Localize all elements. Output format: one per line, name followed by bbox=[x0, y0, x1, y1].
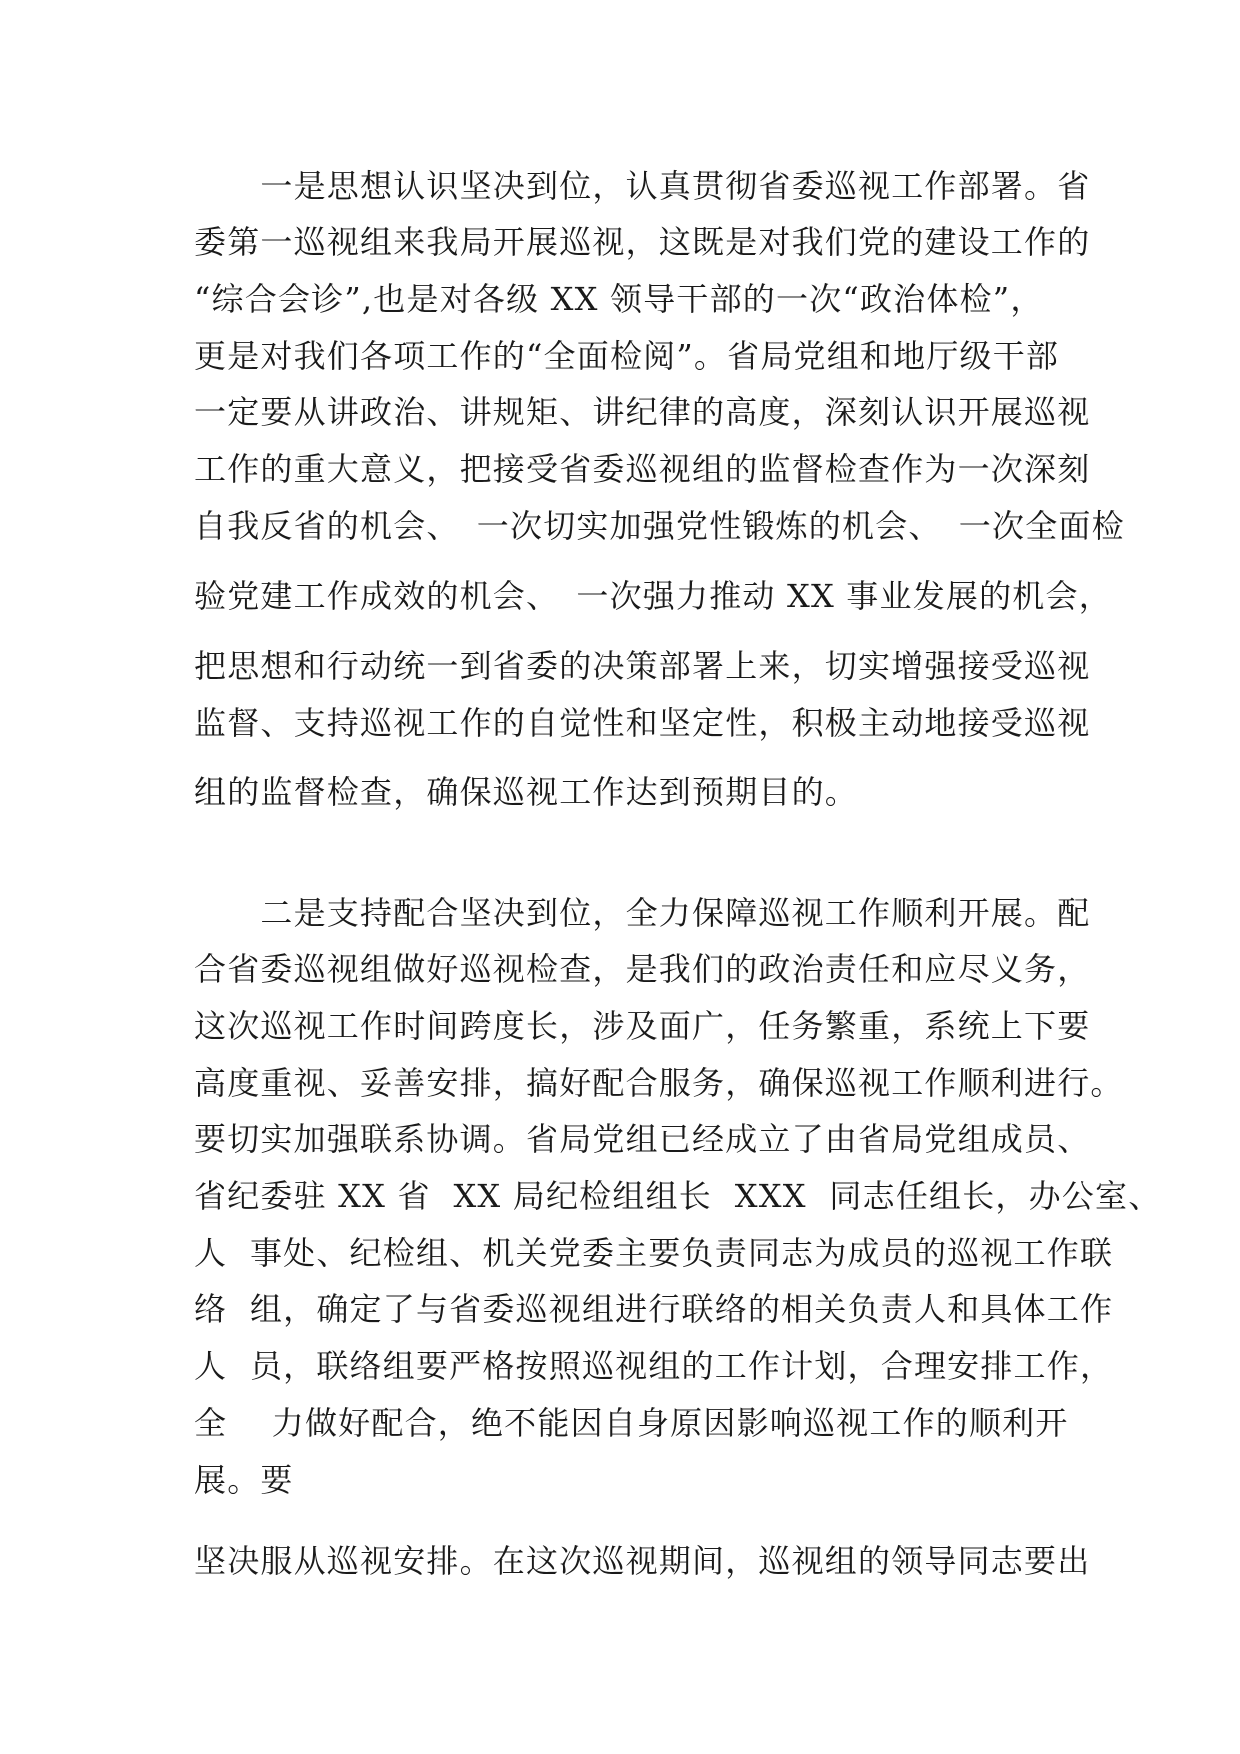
text-line: “综合会诊”,也是对各级 XX 领导干部的一次“政治体检”， bbox=[194, 280, 1044, 318]
text-line: 展。要 bbox=[194, 1461, 294, 1499]
text-line: 合省委巡视组做好巡视检查，是我们的政治责任和应尽义务， bbox=[194, 950, 1091, 988]
text-line: 这次巡视工作时间跨度长，涉及面广，任务繁重，系统上下要 bbox=[194, 1007, 1091, 1045]
text-line: 一是思想认识坚决到位，认真贯彻省委巡视工作部署。省 bbox=[194, 167, 1091, 205]
text-line: 要切实加强联系协调。省局党组已经成立了由省局党组成员、 bbox=[194, 1120, 1091, 1158]
text-line: 人 员，联络组要严格按照巡视组的工作计划，合理安排工作， bbox=[194, 1347, 1114, 1385]
text-line: 络 组，确定了与省委巡视组进行联络的相关负责人和具体工作 bbox=[194, 1290, 1114, 1328]
text-line: 二是支持配合坚决到位，全力保障巡视工作顺利开展。配 bbox=[194, 894, 1091, 932]
text-line: 工作的重大意义，把接受省委巡视组的监督检查作为一次深刻 bbox=[194, 450, 1091, 488]
text-line: 自我反省的机会、 一次切实加强党性锻炼的机会、 一次全面检 bbox=[194, 507, 1125, 545]
text-line: 高度重视、妥善安排，搞好配合服务，确保巡视工作顺利进行。 bbox=[194, 1064, 1124, 1102]
text-line: 省纪委驻 XX 省 XX 局纪检组组长 XXX 同志任组长，办公室、 bbox=[194, 1177, 1162, 1215]
text-line: 更是对我们各项工作的“全面检阅”。省局党组和地厅级干部 bbox=[194, 337, 1060, 375]
text-line: 把思想和行动统一到省委的决策部署上来，切实增强接受巡视 bbox=[194, 647, 1091, 685]
text-line: 全 力做好配合，绝不能因自身原因影响巡视工作的顺利开 bbox=[194, 1404, 1069, 1442]
text-line: 监督、支持巡视工作的自觉性和坚定性，积极主动地接受巡视 bbox=[194, 704, 1091, 742]
text-line: 坚决服从巡视安排。在这次巡视期间，巡视组的领导同志要出 bbox=[194, 1542, 1091, 1580]
text-line: 委第一巡视组来我局开展巡视，这既是对我们党的建设工作的 bbox=[194, 223, 1091, 261]
text-line: 人 事处、纪检组、机关党委主要负责同志为成员的巡视工作联 bbox=[194, 1234, 1114, 1272]
text-line: 验党建工作成效的机会、 一次强力推动 XX 事业发展的机会， bbox=[194, 577, 1112, 615]
text-line: 一定要从讲政治、讲规矩、讲纪律的高度，深刻认识开展巡视 bbox=[194, 393, 1091, 431]
text-line: 组的监督检查，确保巡视工作达到预期目的。 bbox=[194, 773, 859, 811]
